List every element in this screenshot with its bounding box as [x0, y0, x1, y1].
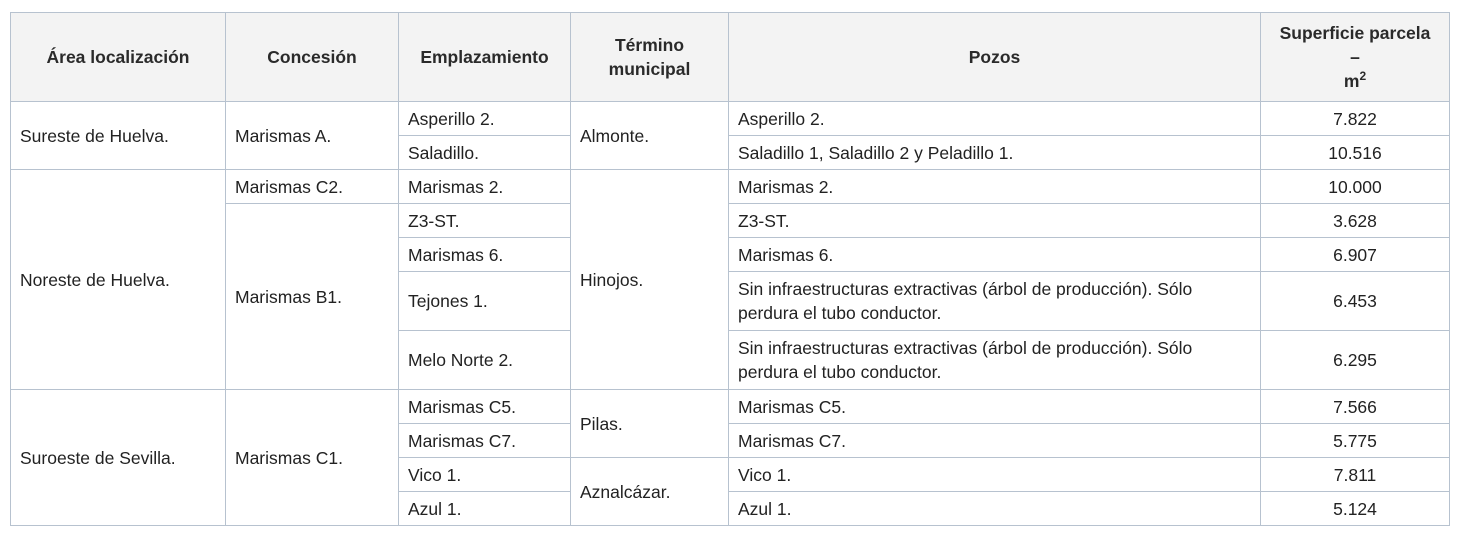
cell-emplazamiento: Asperillo 2.: [399, 102, 571, 136]
cell-emplazamiento: Marismas C5.: [399, 390, 571, 424]
cell-termino: Hinojos.: [571, 170, 729, 390]
cell-superficie: 7.811: [1261, 458, 1450, 492]
cell-superficie: 10.516: [1261, 136, 1450, 170]
cell-emplazamiento: Azul 1.: [399, 492, 571, 526]
cell-emplazamiento: Marismas 6.: [399, 238, 571, 272]
header-termino: Término municipal: [571, 13, 729, 102]
table-row: [11, 390, 1450, 424]
header-emplazamiento: Emplazamiento: [399, 13, 571, 102]
cell-superficie: 3.628: [1261, 204, 1450, 238]
cell-pozos: Asperillo 2.: [729, 102, 1261, 136]
header-superficie-exponent: 2: [1359, 69, 1367, 84]
cell-area: Noreste de Huelva.: [11, 170, 226, 390]
cell-superficie: 7.822: [1261, 102, 1450, 136]
cell-emplazamiento: Saladillo.: [399, 136, 571, 170]
header-pozos: Pozos: [729, 13, 1261, 102]
cell-pozos: Marismas 2.: [729, 170, 1261, 204]
cell-concesion: Marismas A.: [226, 102, 399, 170]
cell-pozos: Saladillo 1, Saladillo 2 y Peladillo 1.: [729, 136, 1261, 170]
header-superficie-label: Superficie parcela: [1279, 23, 1431, 43]
cell-area: Suroeste de Sevilla.: [11, 390, 226, 526]
table-header-row: [11, 13, 1450, 102]
table-row: [11, 204, 1450, 238]
header-area: Área localización: [11, 13, 226, 102]
cell-emplazamiento: Melo Norte 2.: [399, 331, 571, 390]
cell-termino: Almonte.: [571, 102, 729, 170]
table-row: [11, 102, 1450, 136]
header-superficie-dash: –: [1350, 47, 1360, 67]
cell-termino: Pilas.: [571, 390, 729, 458]
cell-pozos: Z3-ST.: [729, 204, 1261, 238]
cell-pozos: Marismas C5.: [729, 390, 1261, 424]
cell-superficie: 6.453: [1261, 272, 1450, 331]
cell-superficie: 6.295: [1261, 331, 1450, 390]
cell-emplazamiento: Z3-ST.: [399, 204, 571, 238]
cell-pozos: Azul 1.: [729, 492, 1261, 526]
cell-pozos: Sin infraestructuras extractivas (árbol de producción). Sólo perdura el tubo conductor.: [729, 272, 1261, 331]
cell-pozos: Marismas 6.: [729, 238, 1261, 272]
header-superficie: [1261, 13, 1450, 102]
cell-pozos: Marismas C7.: [729, 424, 1261, 458]
cell-concesion: Marismas C2.: [226, 170, 399, 204]
cell-concesion: Marismas B1.: [226, 204, 399, 390]
cell-emplazamiento: Marismas 2.: [399, 170, 571, 204]
cell-emplazamiento: Marismas C7.: [399, 424, 571, 458]
cell-emplazamiento: Vico 1.: [399, 458, 571, 492]
cell-concesion: Marismas C1.: [226, 390, 399, 526]
cell-superficie: 10.000: [1261, 170, 1450, 204]
cell-termino: Aznalcázar.: [571, 458, 729, 526]
cell-area: Sureste de Huelva.: [11, 102, 226, 170]
cell-pozos: Sin infraestructuras extractivas (árbol de producción). Sólo perdura el tubo conductor.: [729, 331, 1261, 390]
cell-superficie: 6.907: [1261, 238, 1450, 272]
cell-pozos: Vico 1.: [729, 458, 1261, 492]
header-superficie-unit: m: [1343, 71, 1360, 91]
cell-superficie: 5.124: [1261, 492, 1450, 526]
cell-superficie: 7.566: [1261, 390, 1450, 424]
wells-table: [10, 12, 1450, 526]
header-concesion: Concesión: [226, 13, 399, 102]
header-superficie-unit-wrap: [1270, 69, 1440, 93]
cell-emplazamiento: Tejones 1.: [399, 272, 571, 331]
table-row: [11, 170, 1450, 204]
cell-superficie: 5.775: [1261, 424, 1450, 458]
